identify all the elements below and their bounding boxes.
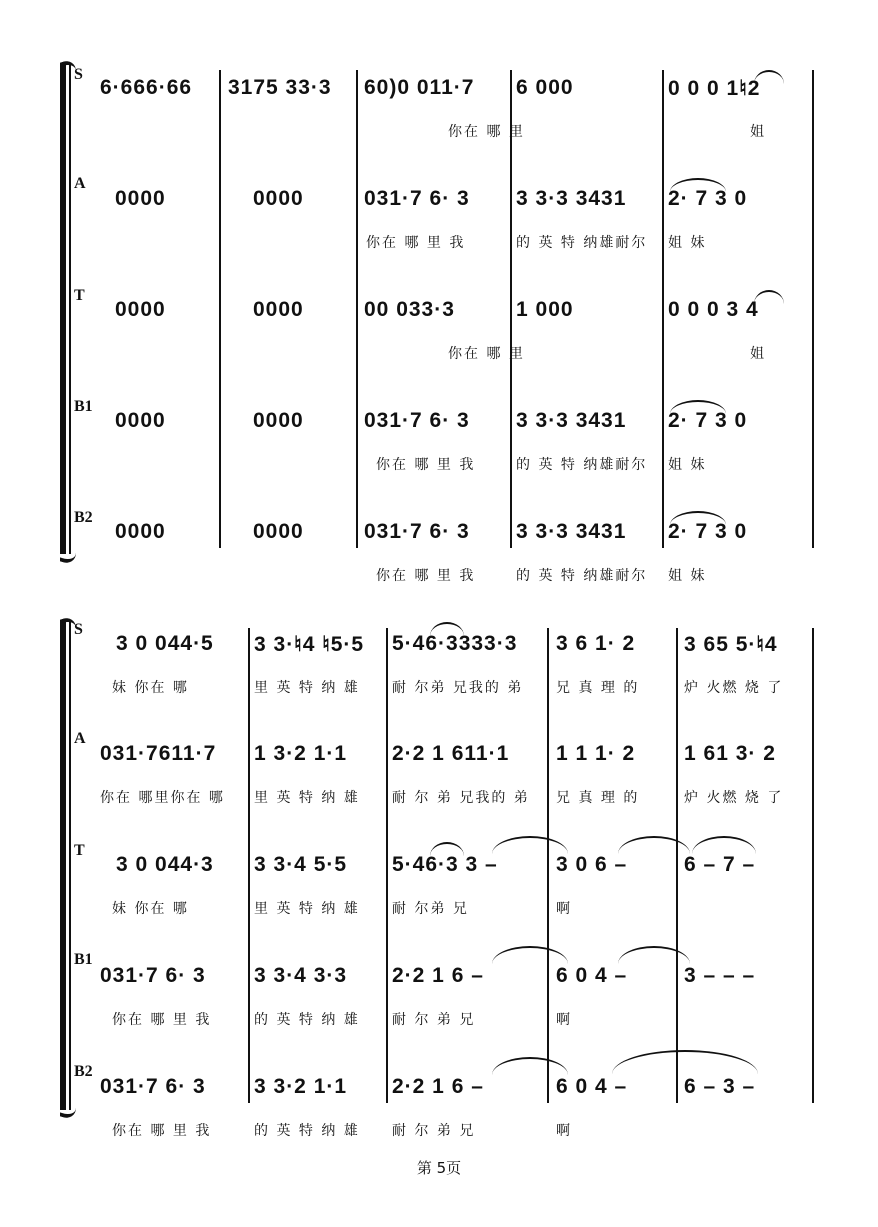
lyric: 耐 尔弟 兄我的 弟 [392, 680, 524, 696]
lyric: 你在 哪 里 我 [376, 457, 476, 473]
lyric: 啊 [556, 1123, 572, 1139]
measure-notes: 2·2 1 6 – [392, 964, 484, 987]
barline [676, 628, 678, 1103]
lyric: 里 英 特 纳 雄 [254, 901, 360, 917]
slur [618, 836, 690, 854]
part-label: B2 [74, 509, 93, 526]
slur [618, 946, 690, 964]
lyric: 耐 尔弟 兄 [392, 901, 469, 917]
measure-notes: 3 0 044·5 [116, 632, 214, 655]
lyric: 你在 哪 里 我 [112, 1012, 212, 1028]
measure-notes: 3 3·4 5·5 [254, 853, 348, 876]
lyric: 的 英 特 纳 雄 [254, 1012, 360, 1028]
measure-notes: 60)0 011·7 [364, 76, 475, 99]
lyric: 炉 火燃 烧 了 [684, 790, 784, 806]
measure-notes: 6 – 3 – [684, 1075, 756, 1098]
lyric: 兄 真 理 的 [556, 790, 640, 806]
measure-notes: 2· 7 3 0 [668, 520, 748, 543]
lyric: 姐 [750, 346, 766, 362]
measure-notes: 0000 [115, 298, 166, 321]
bracket-bottom-hook [60, 1098, 76, 1121]
measure-notes: 0000 [253, 298, 304, 321]
barline [662, 70, 664, 548]
lyric: 啊 [556, 1012, 572, 1028]
system-bracket [60, 622, 66, 1110]
system-bracket [60, 64, 66, 554]
slur [692, 836, 756, 854]
slur [670, 511, 726, 525]
barline [812, 628, 814, 1103]
measure-notes: 2·2 1 611·1 [392, 742, 510, 765]
measure-notes: 1 61 3· 2 [684, 742, 776, 765]
slur [492, 1057, 568, 1075]
part-label: S [74, 621, 83, 638]
measure-notes: 0000 [115, 409, 166, 432]
measure-notes: 031·7 6· 3 [364, 409, 470, 432]
part-label: B1 [74, 951, 93, 968]
part-label: B1 [74, 398, 93, 415]
lyric: 你在 哪里你在 哪 [100, 790, 225, 806]
lyric: 的 英 特 纳雄耐尔 [516, 457, 648, 473]
lyric: 兄 真 理 的 [556, 680, 640, 696]
system-bracket-line [69, 622, 71, 1110]
measure-notes: 1 1 1· 2 [556, 742, 636, 765]
measure-notes: 5·46·3333·3 [392, 632, 518, 655]
slur [612, 1050, 758, 1074]
measure-notes: 1 000 [516, 298, 574, 321]
lyric: 耐 尔 弟 兄 [392, 1123, 476, 1139]
lyric: 妹 你在 哪 [112, 901, 189, 917]
measure-notes: 031·7 6· 3 [100, 1075, 206, 1098]
part-label: B2 [74, 1063, 93, 1080]
measure-notes: 0 0 0 3 4 [668, 298, 759, 321]
measure-notes: 031·7 6· 3 [100, 964, 206, 987]
measure-notes: 3 3·4 3·3 [254, 964, 348, 987]
part-label: T [74, 842, 85, 859]
lyric: 耐 尔 弟 兄我的 弟 [392, 790, 530, 806]
barline [356, 70, 358, 548]
lyric: 里 英 特 纳 雄 [254, 790, 360, 806]
measure-notes: 0000 [115, 520, 166, 543]
lyric: 你在 哪 里 [448, 124, 525, 140]
slur [430, 842, 464, 856]
measure-notes: 031·7 6· 3 [364, 520, 470, 543]
barline [547, 628, 549, 1103]
measure-notes: 6 0 4 – [556, 1075, 628, 1098]
lyric: 你在 哪 里 我 [376, 568, 476, 584]
measure-notes: 3 3·2 1·1 [254, 1075, 348, 1098]
system-bracket-line [69, 64, 71, 554]
barline [812, 70, 814, 548]
measure-notes: 0 0 0 1♮2 [668, 77, 761, 100]
barline [248, 628, 250, 1103]
measure-notes: 6·666·66 [100, 76, 193, 99]
barline [510, 70, 512, 548]
measure-notes: 3 3·3 3431 [516, 187, 627, 210]
measure-notes: 031·7 6· 3 [364, 187, 470, 210]
part-label: A [74, 175, 86, 192]
measure-notes: 3175 33·3 [228, 76, 332, 99]
measure-notes: 00 033·3 [364, 298, 455, 321]
lyric: 的 英 特 纳 雄 [254, 1123, 360, 1139]
lyric: 的 英 特 纳雄耐尔 [516, 235, 648, 251]
lyric: 你在 哪 里 我 [366, 235, 466, 251]
measure-notes: 3 3·♮4 ♮5·5 [254, 633, 365, 656]
bracket-bottom-hook [60, 543, 76, 566]
lyric: 里 英 特 纳 雄 [254, 680, 360, 696]
barline [219, 70, 221, 548]
lyric: 姐 妹 [668, 457, 707, 473]
measure-notes: 3 0 6 – [556, 853, 628, 876]
measure-notes: 3 3·3 3431 [516, 520, 627, 543]
measure-notes: 3 3·3 3431 [516, 409, 627, 432]
slur [754, 70, 784, 84]
measure-notes: 6 000 [516, 76, 574, 99]
barline [386, 628, 388, 1103]
lyric: 炉 火燃 烧 了 [684, 680, 784, 696]
lyric: 耐 尔 弟 兄 [392, 1012, 476, 1028]
measure-notes: 0000 [253, 520, 304, 543]
measure-notes: 6 0 4 – [556, 964, 628, 987]
measure-notes: 031·7611·7 [100, 742, 217, 765]
lyric: 姐 [750, 124, 766, 140]
slur [754, 290, 784, 304]
measure-notes: 3 – – – [684, 964, 756, 987]
measure-notes: 3 0 044·3 [116, 853, 214, 876]
slur [430, 622, 464, 636]
measure-notes: 0000 [115, 187, 166, 210]
lyric: 你在 哪 里 [448, 346, 525, 362]
part-label: A [74, 730, 86, 747]
lyric: 你在 哪 里 我 [112, 1123, 212, 1139]
measure-notes: 6 – 7 – [684, 853, 756, 876]
measure-notes: 2·2 1 6 – [392, 1075, 484, 1098]
measure-notes: 3 6 1· 2 [556, 632, 636, 655]
slur [670, 178, 726, 192]
measure-notes: 0000 [253, 187, 304, 210]
measure-notes: 2· 7 3 0 [668, 187, 748, 210]
lyric: 的 英 特 纳雄耐尔 [516, 568, 648, 584]
slur [670, 400, 726, 414]
part-label: T [74, 287, 85, 304]
lyric: 姐 妹 [668, 568, 707, 584]
slur [492, 836, 568, 854]
slur [492, 946, 568, 964]
lyric: 啊 [556, 901, 572, 917]
measure-notes: 5·46·3 3 – [392, 853, 498, 876]
measure-notes: 2· 7 3 0 [668, 409, 748, 432]
measure-notes: 0000 [253, 409, 304, 432]
lyric: 妹 你在 哪 [112, 680, 189, 696]
measure-notes: 1 3·2 1·1 [254, 742, 348, 765]
lyric: 姐 妹 [668, 235, 707, 251]
page-number: 第 5页 [416, 1159, 462, 1177]
measure-notes: 3 65 5·♮4 [684, 633, 778, 656]
part-label: S [74, 66, 83, 83]
